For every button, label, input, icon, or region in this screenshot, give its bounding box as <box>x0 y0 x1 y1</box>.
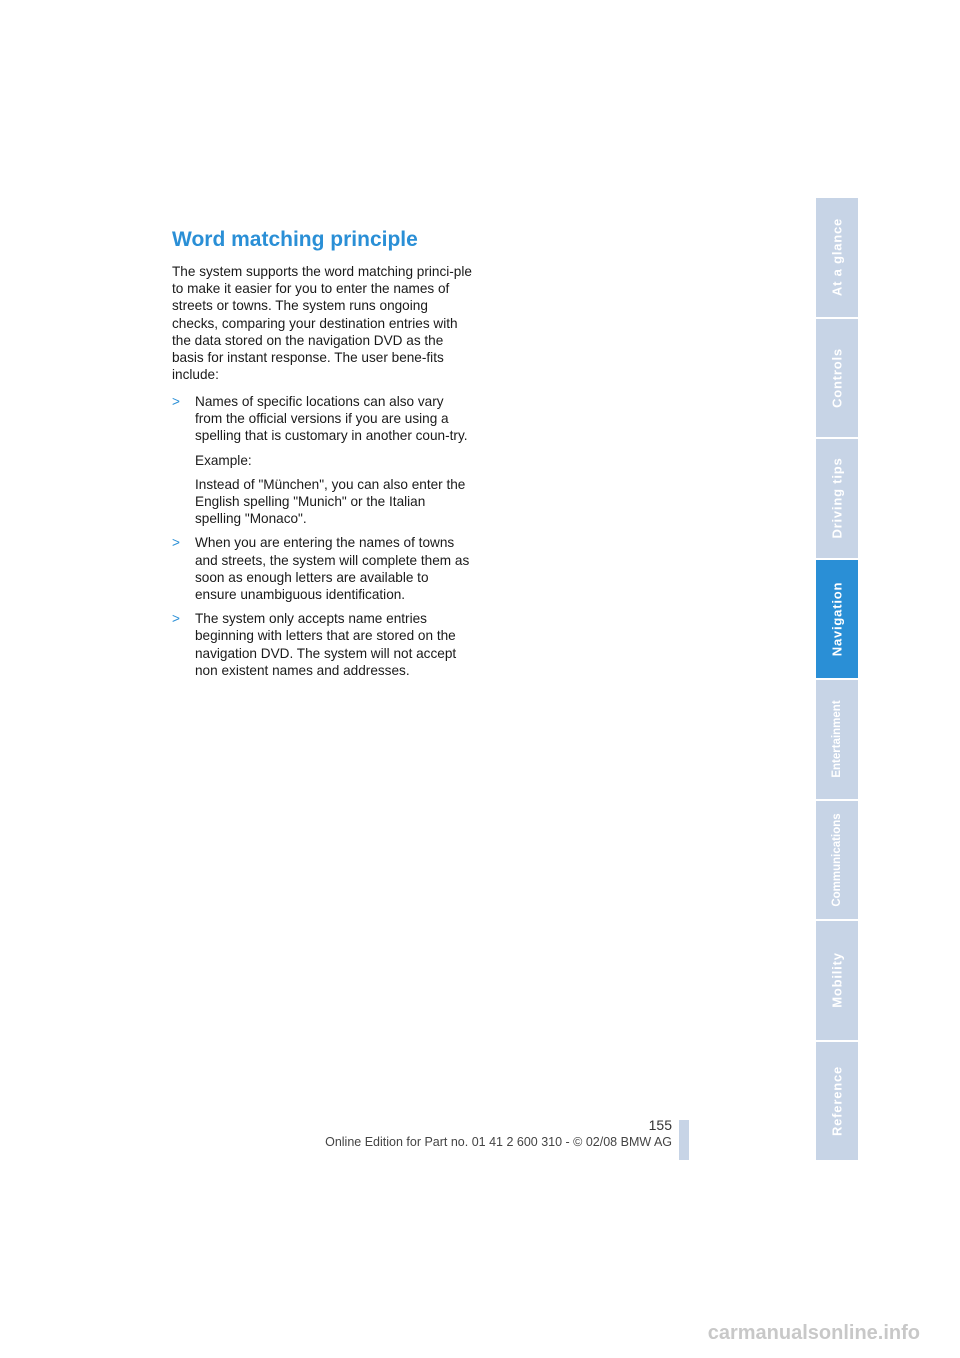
intro-paragraph: The system supports the word matching princi-ple to make it easier for you to enter the names of streets or towns. The system runs ongoing checks, comparing your destination entries with the data stored on the navigation DVD as the basis for instant response. The user bene-fits include: <box>172 264 472 383</box>
tab-label: At a glance <box>829 218 845 297</box>
tab-label: Navigation <box>829 581 845 656</box>
list-item <box>172 610 472 679</box>
tab-at-a-glance[interactable] <box>816 198 858 317</box>
bullet-list <box>172 393 472 686</box>
tab-label: Reference <box>829 1065 845 1136</box>
bullet-marker-icon: > <box>172 611 180 627</box>
list-item <box>172 393 472 527</box>
tab-driving-tips[interactable] <box>816 439 858 558</box>
bullet-text: Names of specific locations can also vary from the official versions if you are using a spelling that is customary in another coun-try. <box>195 394 468 444</box>
footer-bar <box>679 1120 689 1160</box>
tab-entertainment[interactable] <box>816 680 858 799</box>
tab-reference[interactable] <box>816 1042 858 1161</box>
tab-label: Mobility <box>829 952 845 1009</box>
bullet-marker-icon: > <box>172 394 180 409</box>
watermark: carmanualsonline.info <box>707 1322 920 1344</box>
tab-label: Controls <box>829 347 845 408</box>
section-sidebar <box>816 198 858 1160</box>
tab-communications[interactable] <box>816 801 858 920</box>
footer-text: Online Edition for Part no. 01 41 2 600 310 - © 02/08 BMW AG <box>325 1135 672 1149</box>
bullet-text: When you are entering the names of towns and streets, the system will complete them as soon as enough letters are available to ensure unambiguous identification. <box>195 535 470 603</box>
page-title: Word matching principle <box>172 228 418 251</box>
tab-navigation[interactable] <box>816 560 858 679</box>
tab-label: Driving tips <box>829 457 845 539</box>
tab-label: Entertainment <box>831 700 843 778</box>
example-label: Example: <box>195 452 252 468</box>
page-number: 155 <box>648 1117 672 1133</box>
bullet-marker-icon: > <box>172 535 180 551</box>
tab-controls[interactable] <box>816 319 858 438</box>
tab-label: Communications <box>831 813 843 907</box>
tab-mobility[interactable] <box>816 921 858 1040</box>
example-text: Instead of "München", you can also enter the English spelling "Munich" or the Italian spelling "Monaco". <box>195 476 466 527</box>
list-item <box>172 534 472 603</box>
bullet-text: The system only accepts name entries beginning with letters that are stored on the navigation DVD. The system will not accept non existent names and addresses. <box>195 611 457 678</box>
